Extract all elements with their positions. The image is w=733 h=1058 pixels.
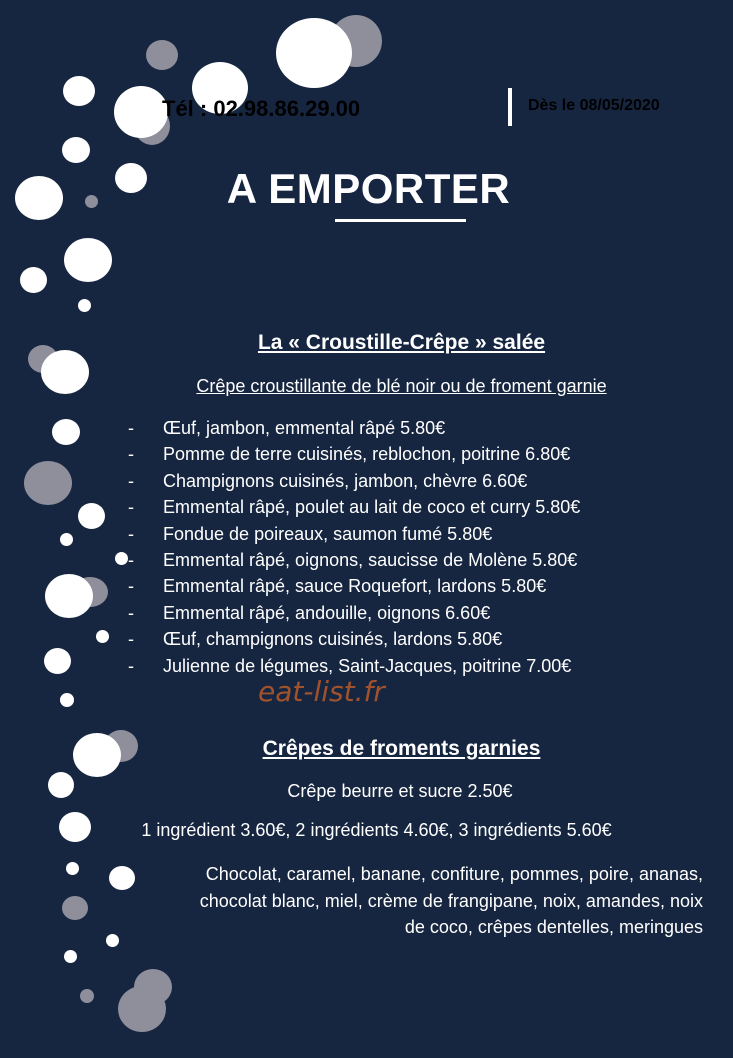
list-dash: -	[128, 655, 134, 676]
white-dot	[52, 419, 80, 445]
savory-section-subtitle: Crêpe croustillante de blé noir ou de froment garnie	[196, 376, 607, 396]
menu-item-text: Champignons cuisinés, jambon, chèvre 6.60€	[163, 470, 528, 491]
menu-item	[128, 468, 580, 494]
fillings-line: Chocolat, caramel, banane, confiture, pommes, poire, ananas,	[205, 864, 703, 884]
watermark-text: eat-list.fr	[258, 675, 385, 708]
white-dot	[44, 648, 71, 674]
white-dot	[64, 950, 77, 963]
list-dash: -	[128, 418, 134, 438]
white-dot	[45, 574, 93, 618]
menu-item-text: Œuf, jambon, emmental râpé 5.80€	[163, 418, 446, 438]
grey-dot	[62, 896, 88, 920]
menu-item-text: Emmental râpé, oignons, saucisse de Molène 5.80€	[163, 549, 578, 570]
menu-item-text: Emmental râpé, sauce Roquefort, lardons 5.80€	[163, 576, 547, 597]
white-dot	[114, 86, 168, 138]
menu-item-text: Julienne de légumes, Saint-Jacques, poitrine 7.00€	[163, 655, 572, 676]
grey-dot	[80, 989, 94, 1003]
white-dot	[78, 299, 91, 312]
menu-item-text: Fondue de poireaux, saumon fumé 5.80€	[163, 523, 493, 544]
white-dot	[78, 503, 105, 529]
white-dot	[64, 238, 112, 282]
page-title: A EMPORTER	[226, 165, 511, 212]
menu-item	[128, 547, 580, 573]
menu-item	[128, 441, 580, 467]
header-divider	[508, 88, 512, 126]
list-dash: -	[128, 576, 134, 597]
phone-number: Tél : 02.98.86.29.00	[162, 96, 361, 121]
title-underline	[335, 219, 466, 222]
list-dash: -	[128, 497, 134, 518]
menu-item	[128, 626, 580, 652]
menu-item	[128, 521, 580, 547]
savory-section-title: La « Croustille-Crêpe » salée	[257, 331, 546, 354]
menu-item-text: Emmental râpé, andouille, oignons 6.60€	[163, 602, 491, 623]
grey-dot	[24, 461, 72, 505]
white-dot	[66, 862, 79, 875]
white-dot	[96, 630, 109, 643]
menu-item-text: Œuf, champignons cuisinés, lardons 5.80€	[163, 629, 503, 650]
white-dot	[60, 693, 74, 707]
butter-sugar-price: Crêpe beurre et sucre 2.50€	[287, 781, 513, 801]
savory-menu-list	[128, 415, 580, 679]
grey-dot	[118, 986, 166, 1032]
menu-item	[128, 494, 580, 520]
grey-dot	[146, 40, 178, 70]
list-dash: -	[128, 549, 134, 570]
white-dot	[63, 76, 95, 106]
white-dot	[276, 18, 352, 88]
fillings-list	[100, 861, 703, 941]
white-dot	[20, 267, 47, 293]
list-dash: -	[128, 602, 134, 623]
sweet-section-title: Crêpes de froments garnies	[262, 737, 541, 760]
white-dot	[115, 552, 128, 565]
menu-item-text: Emmental râpé, poulet au lait de coco et curry 5.80€	[163, 497, 581, 518]
white-dot	[60, 533, 73, 546]
list-dash: -	[128, 444, 134, 465]
list-dash: -	[128, 470, 134, 491]
fillings-line: de coco, crêpes dentelles, meringues	[404, 917, 703, 937]
fillings-line: chocolat blanc, miel, crème de frangipane, noix, amandes, noix	[199, 890, 703, 911]
menu-item	[128, 573, 580, 599]
menu-item	[128, 415, 580, 441]
valid-since-date: Dès le 08/05/2020	[528, 97, 660, 114]
list-dash: -	[128, 629, 134, 650]
menu-item-text: Pomme de terre cuisinés, reblochon, poitrine 6.80€	[163, 444, 571, 465]
white-dot	[62, 137, 90, 163]
list-dash: -	[128, 523, 134, 544]
ingredient-prices: 1 ingrédient 3.60€, 2 ingrédients 4.60€, 3 ingrédients 5.60€	[141, 820, 612, 840]
menu-item	[128, 600, 580, 626]
